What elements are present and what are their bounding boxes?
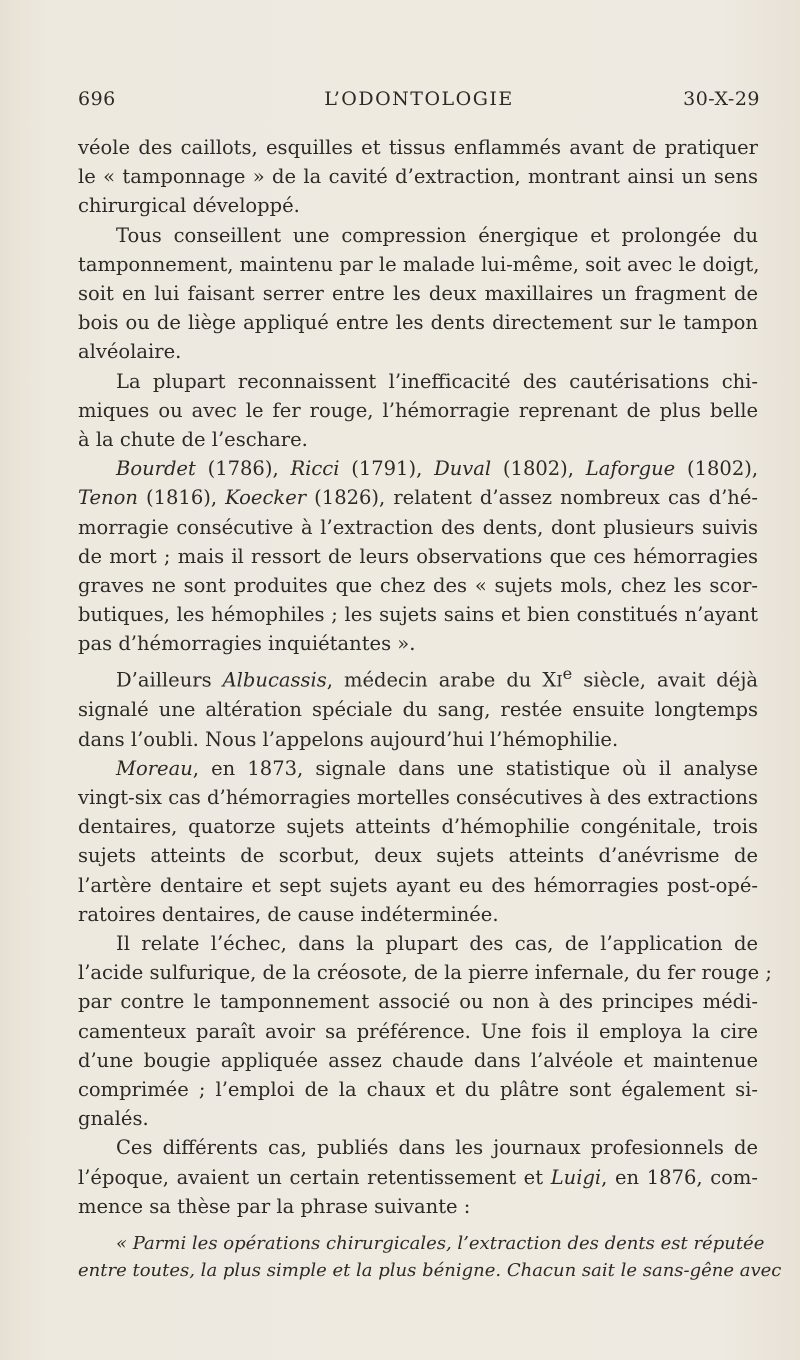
text-line: soit en lui faisant serrer entre les deux maxillaires un fragment de — [78, 282, 758, 306]
block-quote — [78, 1230, 782, 1284]
text-line: de mort ; mais il ressort de leurs observations que ces hémorragies — [78, 544, 758, 568]
text-line: La plupart reconnaissent l’inefficacité des cautérisations chi- — [116, 369, 758, 393]
issue-date: 30-X-29 — [683, 88, 760, 110]
text-line: graves ne sont produites que chez des « sujets mols, chez les scor- — [78, 574, 758, 598]
text-line: dans l’oubli. Nous l’appelons aujourd’hui l’hémophilie. — [78, 727, 619, 751]
text-line: gnalés. — [78, 1107, 149, 1131]
paragraph — [78, 1133, 758, 1221]
text-line: ratoires dentaires, de cause indéterminée. — [78, 902, 499, 926]
text-line: l’artère dentaire et sept sujets ayant eu des hémorragies post-opé- — [78, 873, 758, 897]
running-header — [78, 88, 760, 118]
text-line: camenteux paraît avoir sa préférence. Une fois il employa la cire — [78, 1019, 758, 1043]
text-line: mence sa thèse par la phrase suivante : — [78, 1194, 471, 1218]
text-line: Moreau, en 1873, signale dans une statistique où il analyse — [116, 756, 758, 780]
text-line: dentaires, quatorze sujets atteints d’hémophilie congénitale, trois — [78, 815, 758, 839]
text-line: l’époque, avaient un certain retentissement et Luigi, en 1876, com- — [78, 1165, 758, 1189]
text-line: miques ou avec le fer rouge, l’hémorragie reprenant de plus belle — [78, 398, 758, 422]
paragraph — [78, 754, 758, 929]
paragraph — [78, 133, 758, 221]
text-line: d’une bougie appliquée assez chaude dans l’alvéole et maintenue — [78, 1048, 758, 1072]
text-line: bois ou de liège appliqué entre les dents directement sur le tampon — [78, 311, 758, 335]
text-line: tamponnement, maintenu par le malade lui-même, soit avec le doigt, — [78, 252, 760, 276]
text-line: signalé une altération spéciale du sang, restée ensuite longtemps — [78, 698, 758, 722]
paragraph — [78, 659, 758, 754]
text-line: pas d’hémorragies inquiétantes ». — [78, 632, 416, 656]
text-line: D’ailleurs Albucassis, médecin arabe du XIe siècle, avait déjà — [116, 663, 758, 692]
quote-line: entre toutes, la plus simple et la plus bénigne. Chacun sait le sans-gêne avec — [78, 1260, 782, 1281]
text-line: alvéolaire. — [78, 340, 182, 364]
page-number: 696 — [78, 88, 116, 110]
body-text — [78, 133, 772, 1221]
text-line: Bourdet (1786), Ricci (1791), Duval (1802), Laforgue (1802), — [116, 457, 759, 481]
paragraph — [78, 929, 772, 1133]
text-line: Tous conseillent une compression énergique et prolongée du — [116, 223, 758, 247]
paragraph — [78, 454, 758, 658]
text-line: par contre le tamponnement associé ou non à des principes médi- — [78, 990, 758, 1014]
text-line: chirurgical développé. — [78, 194, 300, 218]
paragraph — [78, 221, 758, 367]
text-line: vingt-six cas d’hémorragies mortelles consécutives à des extractions — [78, 785, 758, 809]
text-line: véole des caillots, esquilles et tissus enflammés avant de pratiquer — [78, 136, 758, 159]
quote-line: « Parmi les opérations chirurgicales, l’extraction des dents est réputée — [116, 1233, 765, 1254]
text-line: sujets atteints de scorbut, deux sujets atteints d’anévrisme de — [78, 844, 758, 868]
text-line: morragie consécutive à l’extraction des dents, dont plusieurs suivis — [78, 515, 758, 539]
text-line: comprimée ; l’emploi de la chaux et du plâtre sont également si- — [78, 1078, 758, 1101]
text-line: le « tamponnage » de la cavité d’extraction, montrant ainsi un sens — [78, 165, 758, 189]
text-line: Il relate l’échec, dans la plupart des cas, de l’application de — [116, 931, 758, 955]
text-line: butiques, les hémophiles ; les sujets sains et bien constitués n’ayant — [78, 603, 758, 627]
journal-title: L’ODONTOLOGIE — [324, 88, 514, 110]
text-line: Ces différents cas, publiés dans les journaux profesionnels de — [116, 1136, 758, 1160]
paragraph — [78, 367, 758, 455]
text-line: l’acide sulfurique, de la créosote, de la pierre infernale, du fer rouge ; — [78, 961, 772, 985]
text-line: à la chute de l’eschare. — [78, 428, 308, 452]
text-line: Tenon (1816), Koecker (1826), relatent d’assez nombreux cas d’hé- — [78, 486, 758, 510]
